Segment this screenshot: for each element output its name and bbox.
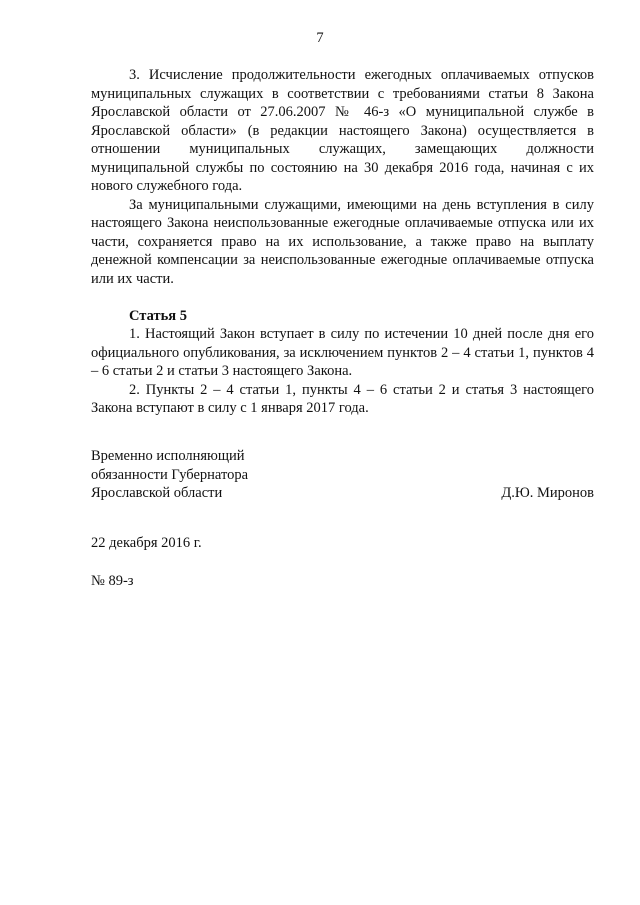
article-heading: Статья 5 [129, 307, 187, 324]
paragraph-3: 3. Исчисление продолжительности ежегодных оплачиваемых отпусков муниципальных служащих в соответствии с требованиями статьи 8 Закона Ярославской области от 27.06.2007 № 46-з «О муниципальной службе в Ярославской области» (в редакции настоящего Закона) осуществляется в отношении муниципальных служащих, замещающих должности муниципальной службы по состоянию на 30 декабря 2016 года, начиная с их нового служебного года. [91, 67, 594, 194]
article-paragraph-1: 1. Настоящий Закон вступает в силу по истечении 10 дней после дня его официального опубликования, за исключением пунктов 2 – 4 статьи 1, пунктов 4 – 6 статьи 2 и статьи 3 настоящего Закона. [91, 326, 594, 379]
document-body [91, 66, 594, 418]
signer-position-line-2: обязанности Губернатора [91, 466, 249, 483]
page-number: 7 [316, 30, 324, 46]
signer-position-line-1: Временно исполняющий [91, 448, 245, 464]
signer-position-line-3: Ярославской области [91, 485, 223, 501]
signer-name: Д.Ю. Миронов [501, 485, 594, 501]
article-paragraph-2: 2. Пункты 2 – 4 статьи 1, пункты 4 – 6 статьи 2 и статья 3 настоящего Закона вступают в силу с 1 января 2017 года. [91, 381, 594, 416]
law-number: № 89-з [91, 573, 134, 589]
signature-block [91, 447, 594, 503]
document-date: 22 декабря 2016 г. [91, 535, 202, 551]
paragraph-compensation: За муниципальными служащими, имеющими на день вступления в силу настоящего Закона неиспользованные ежегодные оплачиваемые отпуска или их части, сохраняется право на их использование, а также право на выплату денежной компенсации за неиспользованные ежегодные оплачиваемые отпуска или их части. [91, 196, 594, 287]
